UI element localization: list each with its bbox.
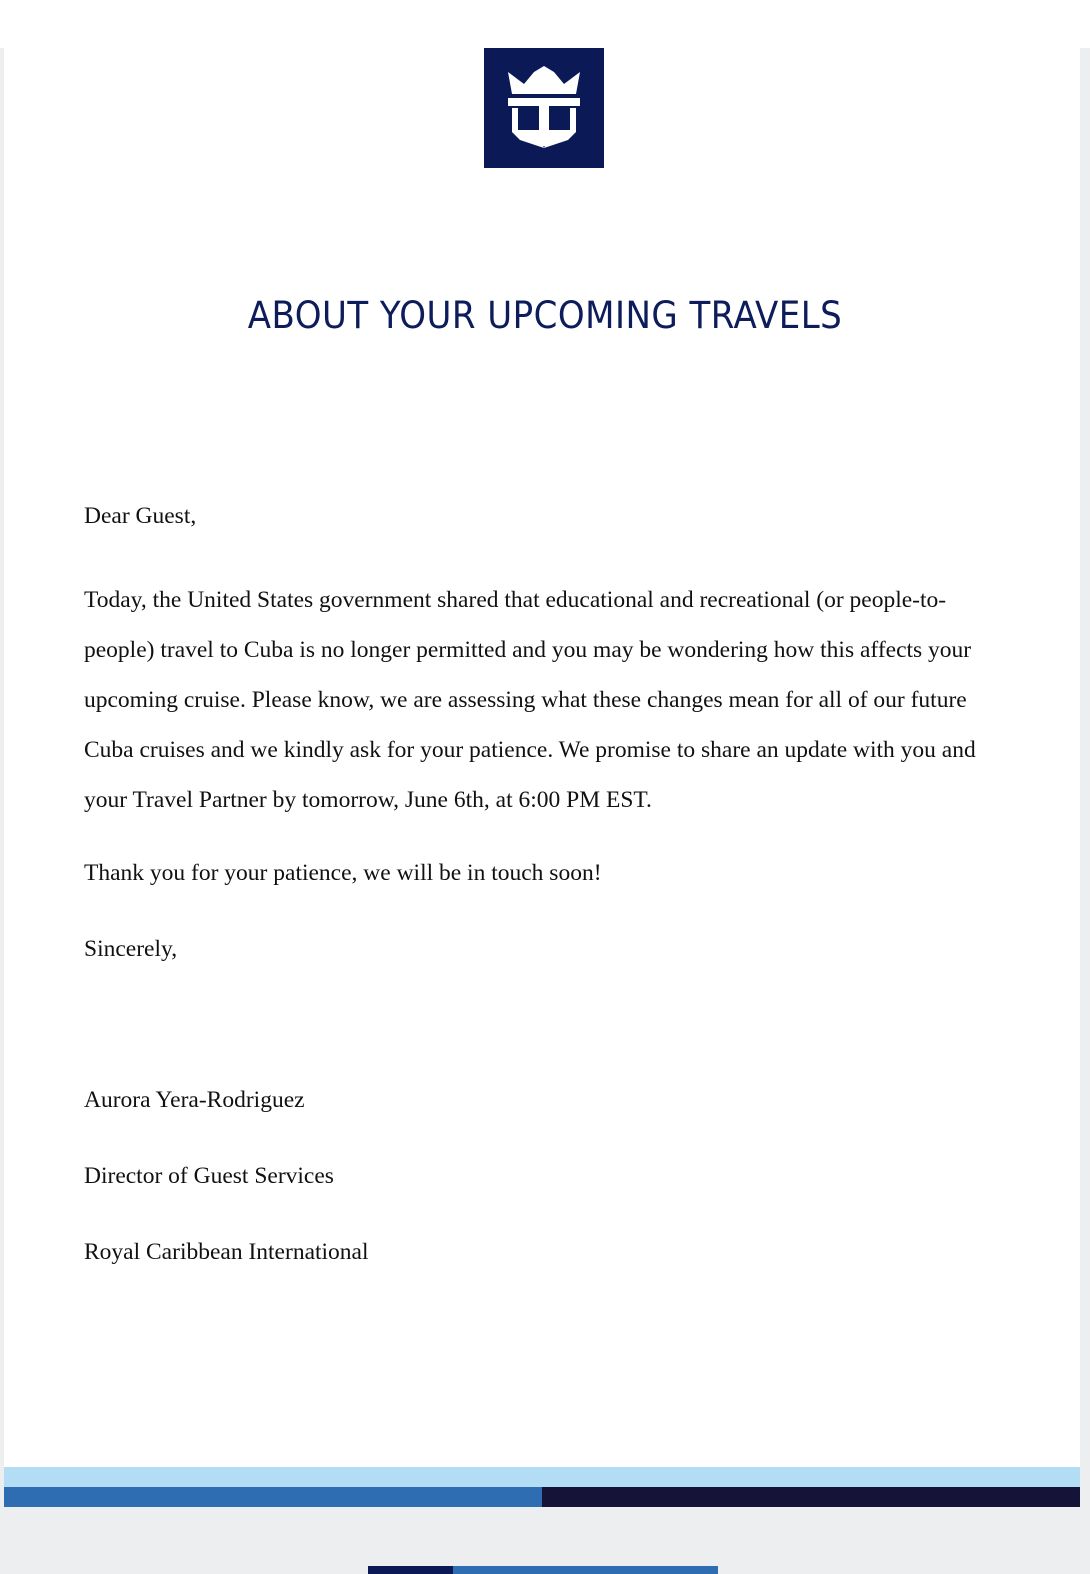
bottom-accent-blue (453, 1566, 718, 1574)
top-strip (0, 0, 1090, 48)
brand-logo[interactable] (484, 48, 604, 168)
footer-stripe-navy (542, 1487, 1080, 1507)
email-headline: ABOUT YOUR UPCOMING TRAVELS (247, 294, 843, 337)
signature-title: Director of Guest Services (84, 1163, 334, 1189)
closing-line: Sincerely, (84, 936, 178, 962)
greeting: Dear Guest, (84, 503, 197, 529)
footer-stripe-blue (4, 1487, 542, 1507)
crown-anchor-icon (484, 48, 604, 168)
footer-stripe-light (4, 1467, 1080, 1487)
main-paragraph: Today, the United States government shared that educational and recreational (or people-to-people) travel to Cuba is no longer permitted and you may be wondering how this affects your upcoming cruise. Please know, we are assessing what these changes mean for all of our future Cuba cruises and we kindly ask for your patience. We promise to share an update with you and your Travel Partner by tomorrow, June 6th, at 6:00 PM EST. (84, 587, 976, 813)
signature-name: Aurora Yera-Rodriguez (84, 1087, 305, 1113)
thanks-line: Thank you for your patience, we will be in touch soon! (84, 860, 602, 886)
signature-company: Royal Caribbean International (84, 1239, 369, 1265)
bottom-accent-navy (368, 1566, 453, 1574)
email-body (84, 500, 1014, 1268)
